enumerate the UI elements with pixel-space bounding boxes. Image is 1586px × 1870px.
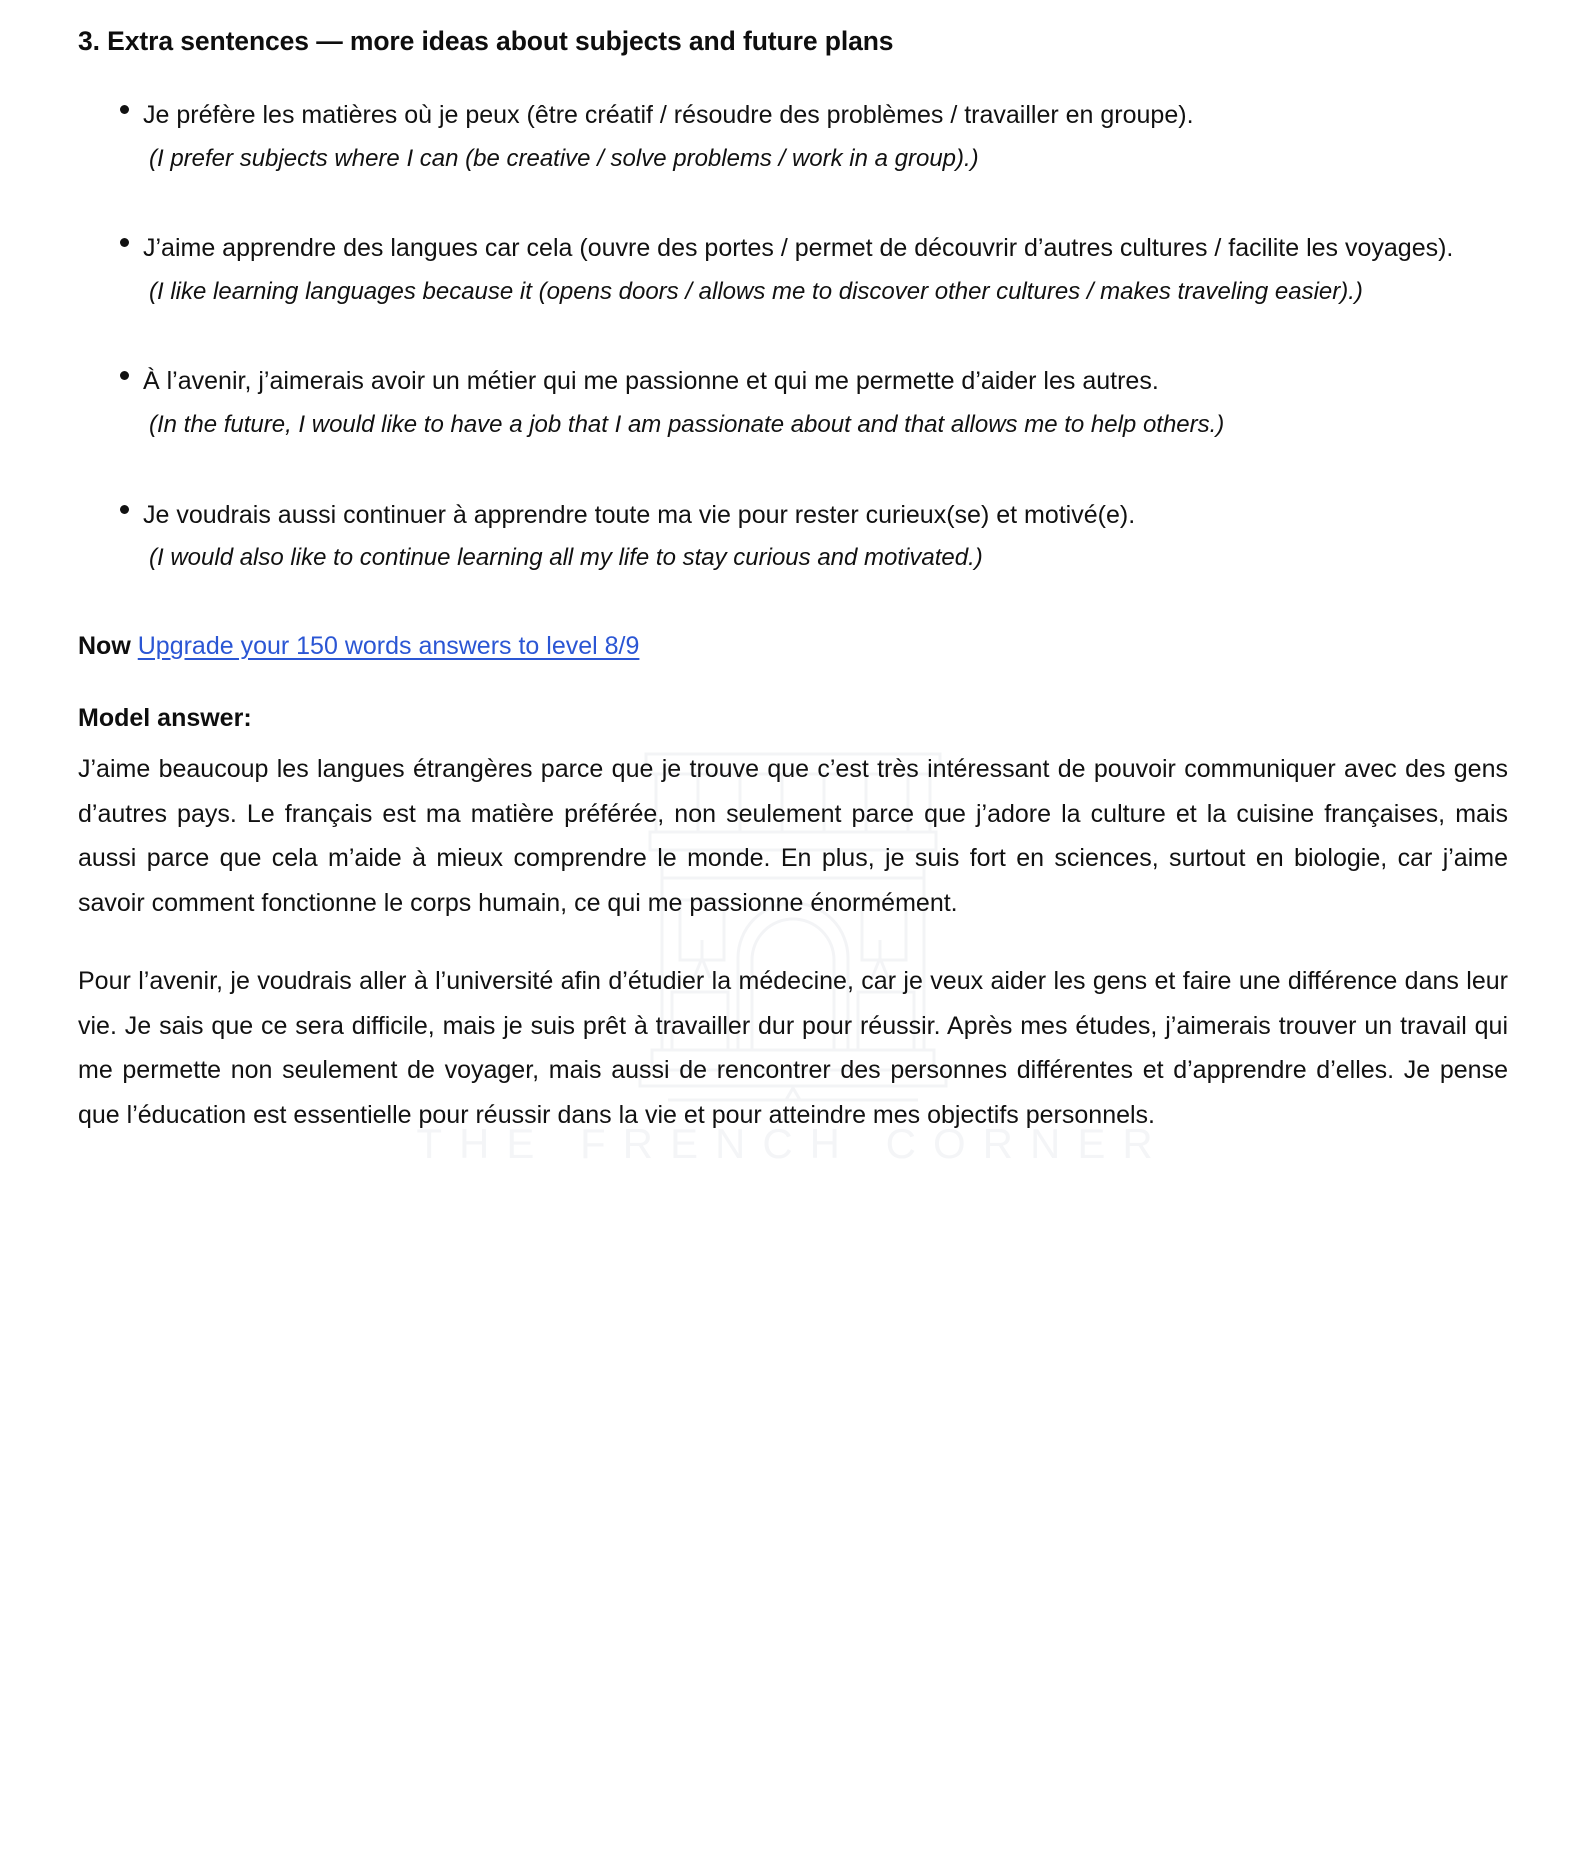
upgrade-link[interactable]: Upgrade your 150 words answers to level 8/9 — [137, 631, 640, 660]
sentence-english: (I would also like to continue learning all my life to stay curious and motivated.) — [149, 544, 983, 572]
page-title: 3. Extra sentences — more ideas about subjects and future plans — [78, 26, 894, 56]
upgrade-callout — [78, 626, 1508, 666]
sentence-french: À l’avenir, j’aimerais avoir un métier qui me passionne et qui me permette d’aider les autres. — [143, 367, 1159, 396]
bullet-marker-icon — [120, 238, 129, 247]
sentence-english: (I prefer subjects where I can (be creative / solve problems / work in a group).) — [149, 144, 979, 172]
list-item — [78, 493, 1508, 580]
watermark-text: THE FRENCH CORNER — [416, 1120, 1170, 1167]
sentence-french: Je préfère les matières où je peux (être créatif / résoudre des problèmes / travailler en groupe). — [143, 101, 1194, 129]
bullet-marker-icon — [120, 105, 129, 114]
sentence-french: Je voudrais aussi continuer à apprendre toute ma vie pour rester curieux(se) et motivé(e). — [143, 500, 1136, 529]
list-item — [78, 226, 1508, 313]
list-item — [78, 93, 1508, 180]
model-answer-label: Model answer: — [78, 703, 252, 732]
sentence-english: (In the future, I would like to have a job that I am passionate about and that allows me to help others.) — [149, 410, 1225, 438]
now-label: Now — [78, 631, 131, 660]
model-answer-paragraph: J’aime beaucoup les langues étrangères parce que je trouve que c’est très intéressant de pouvoir communiquer avec des gens d’autres pays. Le français est ma matière préférée, non seulement parce que j’adore la culture et la cuisine françaises, mais aussi parce que cela m’aide à mieux comprendre le monde. En plus, je suis fort en sciences, surtout en biologie, car j’aime savoir comment fonctionne le corps humain, ce qui me passionne énormément. — [78, 755, 1508, 917]
list-item — [78, 359, 1508, 446]
bullet-marker-icon — [120, 505, 129, 514]
sentence-english: (I like learning languages because it (opens doors / allows me to discover other cultures / makes traveling easier).) — [149, 277, 1363, 305]
model-answer-paragraph: Pour l’avenir, je voudrais aller à l’université afin d’étudier la médecine, car je veux aider les gens et faire une différence dans leur vie. Je sais que ce sera difficile, mais je suis prêt à travailler dur pour réussir. Après mes études, j’aimerais trouver un travail qui me permette non seulement de voyager, mais aussi de rencontrer des personnes différentes et d’apprendre d’elles. Je pense que l’éducation est essentielle pour réussir dans la vie et pour atteindre mes objectifs personnels. — [78, 967, 1508, 1129]
extra-sentences-list — [78, 93, 1508, 580]
sentence-french: J’aime apprendre des langues car cela (ouvre des portes / permet de découvrir d’autres cultures / facilite les voyages). — [143, 234, 1454, 263]
document-content — [78, 26, 1508, 1137]
bullet-marker-icon — [120, 371, 129, 380]
